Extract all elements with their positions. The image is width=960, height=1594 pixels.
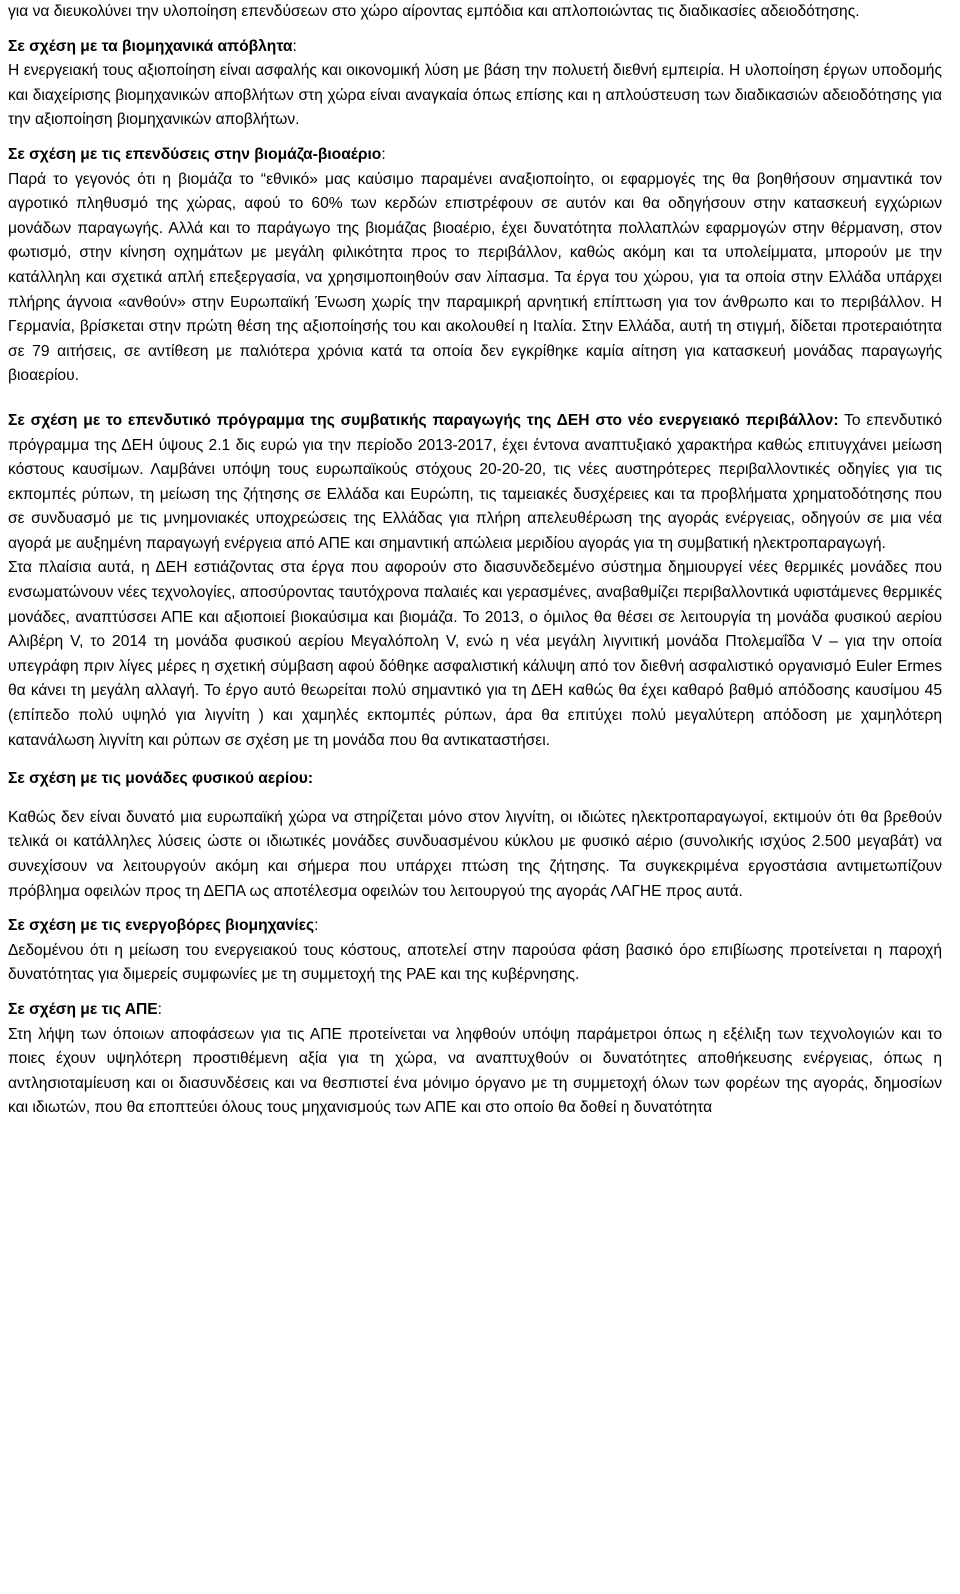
res-heading [8, 998, 942, 1023]
biomass-heading-colon: : [381, 145, 386, 163]
energy-intensive-heading-colon: : [314, 917, 319, 935]
industrial-waste-heading [8, 35, 942, 60]
dei-heading: Σε σχέση με το επενδυτικό πρόγραμμα της συμβατικής παραγωγής της ΔΕΗ στο νέο ενεργειακό περιβάλλον: [8, 411, 839, 429]
industrial-waste-heading-colon: : [292, 37, 297, 55]
energy-intensive-heading-text: Σε σχέση με τις ενεργοβόρες βιομηχανίες [8, 917, 315, 935]
natural-gas-paragraph: Καθώς δεν είναι δυνατό μια ευρωπαϊκή χώρα να στηρίζεται μόνο στον λιγνίτη, οι ιδιώτες ηλεκτροπαραγωγοί, εκτιμούν ότι θα βρεθούν τελικά οι κατάλληλες λύσεις ώστε οι ιδιωτικές μονάδες συνδυασμένου κύκλου με φυσικό αέριο (συνολικής ισχύος 2.500 μεγαβάτ) να συνεχίσουν να λειτουργούν ακόμη και σήμερα που υπάρχει πτώση της ζήτησης. Τα συγκεκριμένα εργοστάσια αντιμετωπίζουν πρόβλημα οφειλών προς τη ΔΕΠΑ ως αποτέλεσμα οφειλών του λειτουργού της αγοράς ΛΑΓΗΕ προς αυτά. [8, 808, 942, 900]
res-heading-text: Σε σχέση με τις ΑΠΕ [8, 1000, 158, 1018]
document-page [8, 0, 942, 1121]
biomass-paragraph: Παρά το γεγονός ότι η βιομάζα το “εθνικό» μας καύσιμο παραμένει αναξιοποίητο, οι εφαρμογές της θα βοηθήσουν σημαντικά τον αγροτικό πληθυσμό της χώρας, αφού το 60% των κερδών επιστρέφουν σε αυτόν και θα οδηγήσουν στην κατασκευή εγχώριων μονάδων παραγωγής. Αλλά και το παράγωγο της βιομάζας βιοαέριο, έχει δυνατότητα πολλαπλών εφαρμογών στην θέρμανση, στον φωτισμό, στην κίνηση οχημάτων με μεγάλη φιλικότητα προς το περιβάλλον, καθώς ακόμη και τα υπολείμματα, μπορούν με την κατάλληλη και σχετικά απλή επεξεργασία, να χρησιμοποιηθούν σαν λίπασμα. Τα έργα του χώρου, για τα οποία στην Ελλάδα υπάρχει πλήρης άγνοια «ανθούν» στην Ευρωπαϊκή Ένωση χωρίς την παραμικρή αρνητική επίπτωση για τον άνθρωπο και το περιβάλλον. Η Γερμανία, βρίσκεται στην πρώτη θέση της αξιοποίησής του και ακολουθεί η Ιταλία. Στην Ελλάδα, αυτή τη στιγμή, δίδεται προτεραιότητα σε 79 αιτήσεις, σε αντίθεση με παλιότερα χρόνια κατά τα οποία δεν εγκρίθηκε καμία αίτηση για κατασκευή μονάδας παραγωγής βιοαερίου. [8, 170, 942, 385]
dei-text-1: Το επενδυτικό πρόγραμμα της ΔΕΗ ύψους 2.1 δις ευρώ για την περίοδο 2013-2017, έχει έντονα αναπτυξιακό χαρακτήρα καθώς επιτυγχάνει μείωση κόστους καυσίμων. Λαμβάνει υπόψη τους ευρωπαϊκούς στόχους 20-20-20, τις νέες αυστηρότερες περιβαλλοντικές οδηγίες για τις εκπομπές ρύπων, τη μείωση της ζήτησης σε Ελλάδα και Ευρώπη, τις ταμειακές δυσχέρειες και τα προβλήματα χρηματοδότησης που σε συνδυασμό με τις μνημονιακές υποχρεώσεις της Ελλάδας για πλήρη απελευθέρωση της αγοράς ενέργειας, οδηγούν σε μια νέα αγορά με αυξημένη παραγωγή ενέργεια από ΑΠΕ και σημαντική απώλεια μεριδίου αγοράς για τη συμβατική ηλεκτροπαραγωγή. [8, 411, 942, 552]
biomass-heading-text: Σε σχέση με τις επενδύσεις στην βιομάζα-βιοαέριο [8, 145, 382, 163]
industrial-waste-heading-text: Σε σχέση με τα βιομηχανικά απόβλητα [8, 37, 293, 55]
biomass-heading [8, 143, 942, 168]
industrial-waste-paragraph: Η ενεργειακή τους αξιοποίηση είναι ασφαλής και οικονομική λύση με βάση την πολυετή διεθνή εμπειρία. Η υλοποίηση έργων υποδομής και διαχείρισης βιομηχανικών αποβλήτων στη χώρα είναι αναγκαία όπως επίσης και η απλούστευση των διαδικασιών αδειοδότησης για την αξιοποίηση βιομηχανικών αποβλήτων. [8, 62, 942, 129]
dei-paragraph-1 [8, 409, 942, 557]
dei-paragraph-2: Στα πλαίσια αυτά, η ΔΕΗ εστιάζοντας στα έργα που αφορούν στο διασυνδεδεμένο σύστημα δημιουργεί νέες θερμικές μονάδες που ενσωματώνουν νέες τεχνολογίες, αποσύροντας ταυτόχρονα παλαιές και γερασμένες, αναβαθμίζει περιβαλλοντικά υφιστάμενες θερμικές μονάδες, αναπτύσσει ΑΠΕ και αξιοποιεί βιοκαύσιμα και βιομάζα. Το 2013, ο όμιλος θα θέσει σε λειτουργία τη μονάδα φυσικού αερίου Αλιβέρη V, το 2014 τη μονάδα φυσικού αερίου Μεγαλόπολη V, ενώ η νέα μεγάλη λιγνιτική μονάδα Πτολεμαΐδα V – για την οποία υπεγράφη πριν λίγες μέρες η σχετική σύμβαση αφού δόθηκε ασφαλιστική κάλυψη από τον διεθνή ασφαλιστικό οργανισμό Euler Ermes θα κάνει τη μεγάλη αλλαγή. Το έργο αυτό θεωρείται πολύ σημαντικό για τη ΔΕΗ καθώς θα έχει καθαρό βαθμό απόδοσης καυσίμου 45 (επίπεδο πολύ υψηλό για λιγνίτη ) και χαμηλές εκπομπές ρύπων, άρα θα επιτύχει πολύ μεγαλύτερη απόδοση με χαμηλότερη κατανάλωση λιγνίτη και ρύπων σε σχέση με τη μονάδα που θα αντικαταστήσει. [8, 559, 942, 749]
energy-intensive-heading [8, 914, 942, 939]
res-paragraph: Στη λήψη των όποιων αποφάσεων για τις ΑΠΕ προτείνεται να ληφθούν υπόψη παράμετροι όπως η εξέλιξη των τεχνολογιών και το ποιες έχουν υψηλότερη προστιθέμενη αξία για τη χώρα, να αναπτυχθούν οι δυνατότητες αποθήκευσης ενέργειας, όπως η αντλησιοταμίευση και οι διασυνδέσεις και να θεσπιστεί ένα μόνιμο όργανο με τη συμμετοχή όλων των φορέων της αγοράς, δημοσίων και ιδιωτών, που θα εποπτεύει όλους τους μηχανισμούς των ΑΠΕ και στο οποίο θα δοθεί η δυνατότητα [8, 1025, 942, 1117]
intro-paragraph: για να διευκολύνει την υλοποίηση επενδύσεων στο χώρο αίροντας εμπόδια και απλοποιώντας τις διαδικασίες αδειοδότησης. [8, 3, 860, 20]
res-heading-colon: : [157, 1000, 162, 1018]
energy-intensive-paragraph: Δεδομένου ότι η μείωση του ενεργειακού τους κόστους, αποτελεί στην παρούσα φάση βασικό όρο επιβίωσης προτείνεται η παροχή δυνατότητας για διμερείς συμφωνίες με τη συμμετοχή της ΡΑΕ και της κυβέρνησης. [8, 941, 942, 984]
natural-gas-heading-text: Σε σχέση με τις μονάδες φυσικού αερίου: [8, 770, 314, 788]
natural-gas-heading [8, 767, 942, 792]
